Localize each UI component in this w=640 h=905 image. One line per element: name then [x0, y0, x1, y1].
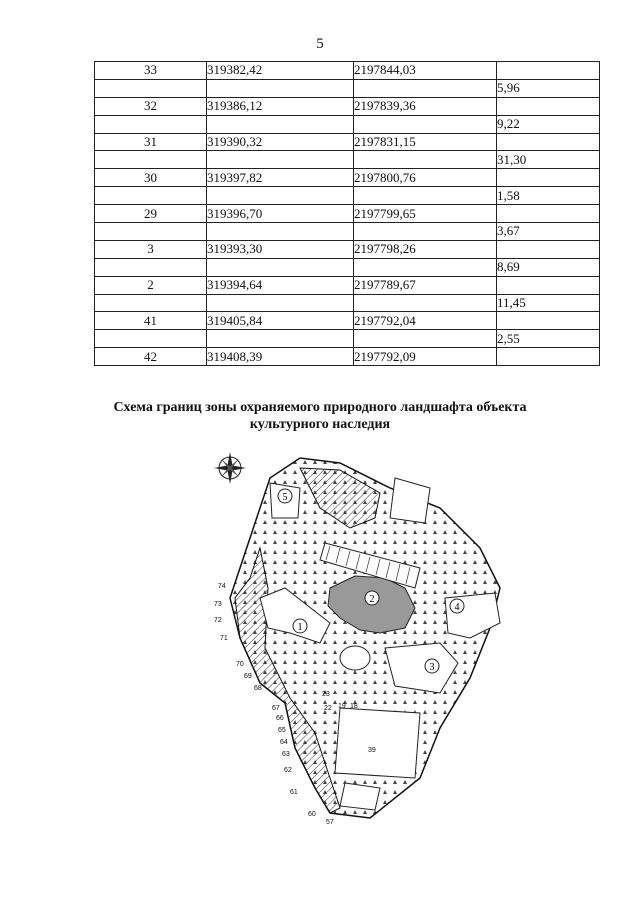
- x-coordinate-cell: 319386,12: [207, 97, 354, 115]
- structure-south-small: [340, 783, 380, 810]
- x-coordinate-cell: [207, 258, 354, 276]
- point-74: 74: [218, 583, 226, 590]
- point-row: [95, 205, 600, 223]
- y-coordinate-cell: 2197792,04: [354, 312, 497, 330]
- y-coordinate-cell: [354, 151, 497, 169]
- x-coordinate-cell: 319390,32: [207, 133, 354, 151]
- x-coordinate-cell: [207, 223, 354, 241]
- point-number-cell: 3: [95, 240, 207, 258]
- distance-row: [95, 258, 600, 276]
- distance-cell: 31,30: [497, 151, 600, 169]
- point-number-cell: [95, 258, 207, 276]
- distance-cell: [497, 62, 600, 80]
- point-row: [95, 169, 600, 187]
- point-number-cell: 41: [95, 312, 207, 330]
- x-coordinate-cell: [207, 330, 354, 348]
- point-row: [95, 276, 600, 294]
- scheme-title-line1: Схема границ зоны охраняемого природного ландшафта объекта: [113, 400, 527, 415]
- y-coordinate-cell: 2197800,76: [354, 169, 497, 187]
- y-coordinate-cell: [354, 294, 497, 312]
- point-69: 69: [244, 673, 252, 680]
- point-number-cell: [95, 294, 207, 312]
- y-coordinate-cell: 2197789,67: [354, 276, 497, 294]
- page-number: 5: [316, 36, 324, 52]
- point-number-cell: 32: [95, 97, 207, 115]
- point-22: 22: [324, 705, 332, 712]
- scheme-title-line2: культурного наследия: [249, 417, 391, 432]
- zone-1-label: 1: [297, 622, 303, 633]
- point-72: 72: [214, 617, 222, 624]
- point-73: 73: [214, 601, 222, 608]
- distance-row: [95, 294, 600, 312]
- point-66: 66: [276, 715, 284, 722]
- point-row: [95, 312, 600, 330]
- zone-5-label: 5: [282, 492, 288, 503]
- point-60: 60: [308, 811, 316, 818]
- x-coordinate-cell: [207, 115, 354, 133]
- boundary-scheme-map: [190, 448, 520, 828]
- x-coordinate-cell: 319408,39: [207, 348, 354, 366]
- point-23: 23: [322, 691, 330, 698]
- x-coordinate-cell: 319394,64: [207, 276, 354, 294]
- y-coordinate-cell: 2197799,65: [354, 205, 497, 223]
- point-70: 70: [236, 661, 244, 668]
- point-number-cell: 42: [95, 348, 207, 366]
- distance-cell: 9,22: [497, 115, 600, 133]
- point-row: [95, 97, 600, 115]
- distance-cell: [497, 205, 600, 223]
- distance-cell: 8,69: [497, 258, 600, 276]
- point-68: 68: [254, 685, 262, 692]
- point-number-cell: [95, 151, 207, 169]
- distance-cell: 2,55: [497, 330, 600, 348]
- distance-cell: [497, 276, 600, 294]
- point-number-cell: 2: [95, 276, 207, 294]
- distance-cell: [497, 97, 600, 115]
- scheme-title: [0, 399, 640, 433]
- point-63: 63: [282, 751, 290, 758]
- point-57: 57: [326, 819, 334, 826]
- point-row: [95, 348, 600, 366]
- x-coordinate-cell: 319382,42: [207, 62, 354, 80]
- x-coordinate-cell: [207, 187, 354, 205]
- y-coordinate-cell: [354, 258, 497, 276]
- zone-4-label: 4: [454, 602, 460, 613]
- y-coordinate-cell: [354, 115, 497, 133]
- x-coordinate-cell: [207, 294, 354, 312]
- y-coordinate-cell: 2197839,36: [354, 97, 497, 115]
- distance-row: [95, 151, 600, 169]
- structure-south: [335, 708, 420, 778]
- distance-cell: 11,45: [497, 294, 600, 312]
- zone-2-label: 2: [369, 594, 375, 605]
- x-coordinate-cell: [207, 79, 354, 97]
- point-61: 61: [290, 789, 298, 796]
- distance-row: [95, 115, 600, 133]
- y-coordinate-cell: [354, 79, 497, 97]
- distance-cell: 3,67: [497, 223, 600, 241]
- point-67: 67: [272, 705, 280, 712]
- point-row: [95, 133, 600, 151]
- x-coordinate-cell: [207, 151, 354, 169]
- y-coordinate-cell: 2197798,26: [354, 240, 497, 258]
- compass-rose-icon: [214, 452, 246, 484]
- distance-row: [95, 79, 600, 97]
- point-number-cell: 30: [95, 169, 207, 187]
- x-coordinate-cell: 319393,30: [207, 240, 354, 258]
- y-coordinate-cell: [354, 187, 497, 205]
- x-coordinate-cell: 319397,82: [207, 169, 354, 187]
- distance-cell: 1,58: [497, 187, 600, 205]
- point-number-cell: 33: [95, 62, 207, 80]
- distance-cell: 5,96: [497, 79, 600, 97]
- zone-3-label: 3: [429, 662, 435, 673]
- point-number-cell: [95, 79, 207, 97]
- point-row: [95, 240, 600, 258]
- point-number-cell: [95, 223, 207, 241]
- point-19: 19: [338, 703, 346, 710]
- x-coordinate-cell: 319396,70: [207, 205, 354, 223]
- distance-row: [95, 223, 600, 241]
- y-coordinate-cell: 2197792,09: [354, 348, 497, 366]
- point-65: 65: [278, 727, 286, 734]
- point-64: 64: [280, 739, 288, 746]
- structure-north: [390, 478, 430, 523]
- distance-cell: [497, 240, 600, 258]
- round-feature: [340, 646, 370, 670]
- coordinates-table: [94, 61, 600, 366]
- point-39: 39: [368, 747, 376, 754]
- y-coordinate-cell: [354, 330, 497, 348]
- point-number-cell: [95, 187, 207, 205]
- distance-row: [95, 330, 600, 348]
- distance-cell: [497, 348, 600, 366]
- distance-row: [95, 187, 600, 205]
- distance-cell: [497, 133, 600, 151]
- point-row: [95, 62, 600, 80]
- point-number-cell: 31: [95, 133, 207, 151]
- y-coordinate-cell: 2197831,15: [354, 133, 497, 151]
- distance-cell: [497, 169, 600, 187]
- y-coordinate-cell: 2197844,03: [354, 62, 497, 80]
- y-coordinate-cell: [354, 223, 497, 241]
- point-number-cell: [95, 330, 207, 348]
- point-71: 71: [220, 635, 228, 642]
- point-62: 62: [284, 767, 292, 774]
- point-number-cell: 29: [95, 205, 207, 223]
- point-18: 18: [350, 703, 358, 710]
- x-coordinate-cell: 319405,84: [207, 312, 354, 330]
- point-number-cell: [95, 115, 207, 133]
- distance-cell: [497, 312, 600, 330]
